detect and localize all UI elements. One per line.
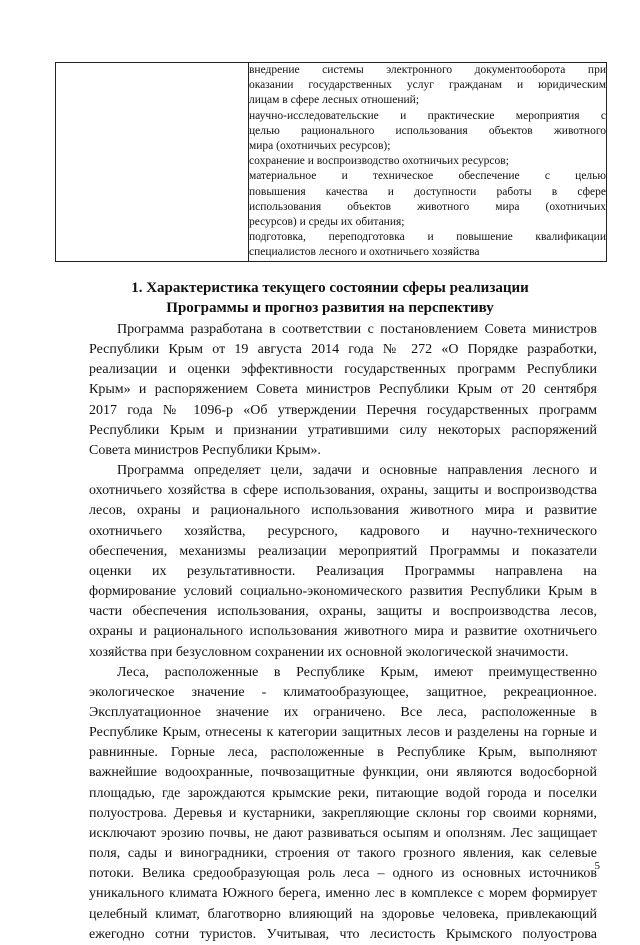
paragraph-3-line: площадью, где зарождаются крымские реки, питающие водой города и поселки	[89, 785, 597, 801]
body-text	[89, 320, 597, 945]
table-line: специалистов лесного и охотничьего хозяйства	[249, 246, 480, 259]
table-line: сохранение и воспроизводство охотничьих ресурсов;	[249, 155, 509, 168]
table-label-cell	[56, 63, 249, 262]
paragraph-1-line: Крым» и распоряжением Совета министров Республики Крым от 20 сентября	[89, 382, 597, 398]
paragraph-3-line: ежегодно сотни туристов. Учитывая, что лесистость Крымского полуострова	[89, 926, 597, 942]
goals-table	[55, 62, 607, 262]
table-content-cell	[249, 63, 607, 262]
paragraph-3-line: полуострова. Деревья и кустарники, закрепляющие склоны гор своими корнями,	[89, 805, 597, 821]
paragraph-3-line: Эксплуатационное значение их ограничено. Все леса, расположенные в	[89, 704, 597, 720]
paragraph-2-line: лесов, охраны и рационального использования животного мира и развитие	[89, 503, 597, 519]
table-line: материальное и техническое обеспечение с целью	[249, 170, 606, 183]
table-line: научно-исследовательские и практические мероприятия с	[249, 109, 606, 122]
section-heading-line: Программы и прогноз развития на перспективу	[166, 300, 494, 316]
paragraph-3-line: равнинные. Горные леса, расположенные в Республике Крым, выполняют	[89, 745, 597, 761]
table-line: целью рационального использования объектов животного	[249, 124, 606, 137]
paragraph-2-line: Программа определяет цели, задачи и основные направления лесного и	[117, 463, 597, 479]
table-line: подготовка, переподготовка и повышение квалификации	[249, 231, 606, 244]
table-line: внедрение системы электронного документооборота при	[249, 64, 606, 76]
paragraph-3-line: поля, сады и виноградники, строения от такого грозного явления, как селевые	[89, 846, 597, 862]
table-line: ресурсов) и среды их обитания;	[249, 216, 405, 229]
table-line: оказании государственных услуг гражданам и юридическим	[249, 79, 606, 92]
paragraph-2-line: формирование условий социально-экономического развития Республики Крым в	[89, 584, 597, 600]
paragraph-2-line: оценки их результативности. Реализация Программы направлена на	[89, 563, 597, 579]
paragraph-3-line: потоки. Велика средообразующая роль леса – одного из основных источников	[89, 866, 597, 882]
paragraph-2-line: части обеспечения использования, охраны, защиты и воспроизводства лесов,	[89, 604, 597, 620]
paragraph-3-line: уникального климата Южного берега, именно лес в комплексе с морем формирует	[89, 886, 597, 902]
paragraph-2-line: хозяйства при безусловном сохранении их основной экологической значимости.	[89, 644, 569, 660]
paragraph-2-line: охотничьего хозяйства, ресурсного, кадрового и научно-технического	[89, 523, 597, 539]
paragraph-1-line: реализации и оценки эффективности государственных программ Республики	[89, 362, 597, 378]
table-line: лицам в сфере лесных отношений;	[249, 94, 420, 107]
paragraph-1-line: Программа разработана в соответствии с постановлением Совета министров	[117, 322, 597, 337]
paragraph-2-line: обеспечения, механизмы реализации мероприятий Программы и показатели	[89, 543, 597, 559]
page-number: 5	[594, 860, 600, 872]
paragraph-3-line: экологическое значение - климатообразующее, защитное, рекреационное.	[89, 684, 597, 700]
paragraph-1-line: Республики Крым и признании утратившими силу некоторых распоряжений	[89, 422, 597, 438]
paragraph-3-line: целебный климат, благотворно влияющий на здоровье человека, привлекающий	[89, 906, 597, 922]
paragraph-2-line: охотничьего хозяйства в сфере использования, охраны, защиты и воспроизводства	[89, 483, 597, 499]
table-line: повышения качества и доступности работы в сфере	[249, 185, 606, 198]
paragraph-3-line: Леса, расположенные в Республике Крым, имеют преимущественно	[117, 664, 597, 680]
paragraph-1-line: Республики Крым от 19 августа 2014 года № 272 «О Порядке разработки,	[89, 342, 597, 358]
table-row	[56, 63, 607, 262]
paragraph-3-line: исключают эрозию почвы, не дают развиваться осыпям и оползням. Лес защищает	[89, 825, 597, 841]
paragraph-1-line: Совета министров Республики Крым».	[89, 442, 321, 458]
paragraph-3-line: важнейшие водоохранные, почвозащитные функции, они являются водосборной	[89, 765, 597, 781]
section-heading-line: 1. Характеристика текущего состоянии сферы реализации	[131, 280, 529, 296]
section-heading	[60, 278, 600, 318]
paragraph-2-line: охраны и рационального использования животного мира и развитие охотничьего	[89, 624, 597, 640]
table-line: использования объектов животного мира (охотничьих	[249, 200, 606, 213]
table-line: мира (охотничьих ресурсов);	[249, 140, 391, 153]
paragraph-1-line: 2017 года № 1096-р «Об утверждении Перечня государственных программ	[89, 402, 597, 418]
paragraph-3-line: Республике Крым, отнесены к категории защитных лесов и разделены на горные и	[89, 725, 597, 741]
